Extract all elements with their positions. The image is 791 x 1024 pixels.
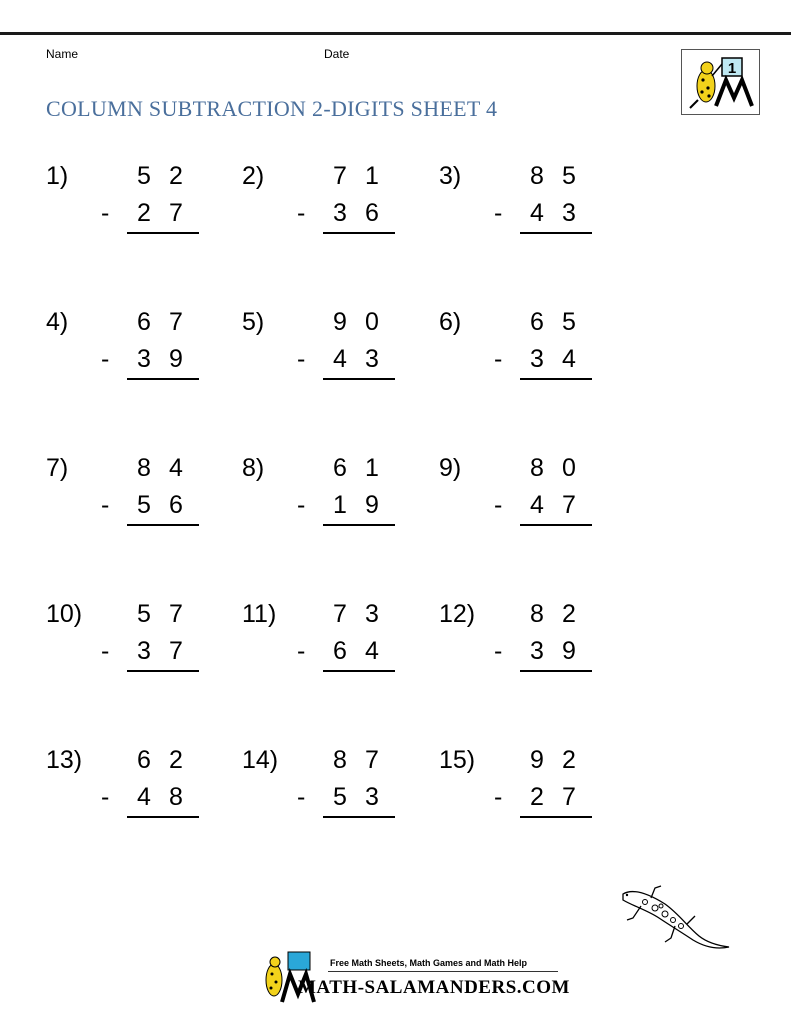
subtrahend-digit: 6 — [333, 637, 347, 665]
minus-sign: - — [494, 637, 503, 665]
minuend-digit: 2 — [169, 746, 183, 774]
minus-sign: - — [297, 783, 306, 811]
minuend-digit: 0 — [562, 454, 576, 482]
minus-sign: - — [101, 491, 110, 519]
subtrahend-digit: 6 — [365, 199, 379, 227]
minuend-digit: 8 — [530, 600, 544, 628]
problem-2 — [242, 162, 402, 232]
minus-sign: - — [297, 637, 306, 665]
answer-line[interactable] — [520, 524, 592, 526]
minuend-digit: 7 — [333, 600, 347, 628]
problem-number: 7) — [46, 454, 69, 482]
subtrahend-digit: 4 — [530, 491, 544, 519]
answer-line[interactable] — [127, 232, 199, 234]
minuend-digit: 7 — [333, 162, 347, 190]
minuend-digit: 6 — [137, 308, 151, 336]
subtrahend-digit: 9 — [365, 491, 379, 519]
answer-line[interactable] — [127, 670, 199, 672]
problem-number: 2) — [242, 162, 265, 190]
problem-number: 1) — [46, 162, 69, 190]
subtrahend-digit: 4 — [365, 637, 379, 665]
answer-line[interactable] — [520, 232, 592, 234]
minuend-digit: 5 — [562, 162, 576, 190]
subtrahend-digit: 9 — [562, 637, 576, 665]
subtrahend-digit: 6 — [169, 491, 183, 519]
subtrahend-digit: 4 — [333, 345, 347, 373]
minuend-digit: 5 — [137, 162, 151, 190]
footer-divider — [328, 971, 558, 972]
minus-sign: - — [101, 637, 110, 665]
minuend-digit: 9 — [530, 746, 544, 774]
answer-line[interactable] — [323, 378, 395, 380]
subtrahend-digit: 4 — [562, 345, 576, 373]
problem-13 — [46, 746, 206, 816]
minus-sign: - — [494, 345, 503, 373]
problem-number: 13) — [46, 746, 83, 774]
answer-line[interactable] — [127, 816, 199, 818]
problem-number: 8) — [242, 454, 265, 482]
subtrahend-digit: 2 — [137, 199, 151, 227]
salamander-icon — [615, 884, 735, 954]
minuend-digit: 5 — [137, 600, 151, 628]
minuend-digit: 3 — [365, 600, 379, 628]
problem-12 — [439, 600, 599, 670]
subtrahend-digit: 3 — [137, 345, 151, 373]
subtrahend-digit: 5 — [137, 491, 151, 519]
answer-line[interactable] — [323, 670, 395, 672]
problem-8 — [242, 454, 402, 524]
problem-3 — [439, 162, 599, 232]
problem-9 — [439, 454, 599, 524]
subtrahend-digit: 9 — [169, 345, 183, 373]
subtrahend-digit: 5 — [333, 783, 347, 811]
minus-sign: - — [101, 345, 110, 373]
minus-sign: - — [101, 783, 110, 811]
minuend-digit: 7 — [365, 746, 379, 774]
problem-number: 3) — [439, 162, 462, 190]
problem-number: 11) — [242, 600, 277, 628]
minus-sign: - — [494, 199, 503, 227]
subtrahend-digit: 2 — [530, 783, 544, 811]
minuend-digit: 7 — [169, 308, 183, 336]
subtrahend-digit: 3 — [530, 345, 544, 373]
answer-line[interactable] — [520, 378, 592, 380]
minuend-digit: 2 — [169, 162, 183, 190]
minuend-digit: 0 — [365, 308, 379, 336]
subtrahend-digit: 7 — [169, 637, 183, 665]
answer-line[interactable] — [127, 378, 199, 380]
problem-4 — [46, 308, 206, 378]
subtrahend-digit: 3 — [530, 637, 544, 665]
problem-11 — [242, 600, 402, 670]
problem-number: 6) — [439, 308, 462, 336]
grade-badge: 1 — [727, 60, 737, 77]
problem-1 — [46, 162, 206, 232]
problem-5 — [242, 308, 402, 378]
subtrahend-digit: 8 — [169, 783, 183, 811]
minuend-digit: 8 — [137, 454, 151, 482]
name-label: Name — [46, 47, 79, 61]
subtrahend-digit: 3 — [333, 199, 347, 227]
problem-6 — [439, 308, 599, 378]
answer-line[interactable] — [323, 816, 395, 818]
answer-line[interactable] — [520, 670, 592, 672]
problem-number: 5) — [242, 308, 265, 336]
subtrahend-digit: 7 — [562, 783, 576, 811]
subtrahend-digit: 3 — [137, 637, 151, 665]
minuend-digit: 8 — [530, 454, 544, 482]
answer-line[interactable] — [323, 524, 395, 526]
answer-line[interactable] — [520, 816, 592, 818]
minuend-digit: 6 — [137, 746, 151, 774]
answer-line[interactable] — [127, 524, 199, 526]
subtrahend-digit: 3 — [562, 199, 576, 227]
minus-sign: - — [297, 345, 306, 373]
minus-sign: - — [297, 199, 306, 227]
problem-7 — [46, 454, 206, 524]
minuend-digit: 1 — [365, 162, 379, 190]
minuend-digit: 2 — [562, 600, 576, 628]
subtrahend-digit: 1 — [333, 491, 347, 519]
answer-line[interactable] — [323, 232, 395, 234]
minuend-digit: 6 — [530, 308, 544, 336]
problem-number: 14) — [242, 746, 279, 774]
problem-14 — [242, 746, 402, 816]
subtrahend-digit: 4 — [530, 199, 544, 227]
problem-15 — [439, 746, 599, 816]
minuend-digit: 9 — [333, 308, 347, 336]
footer-tagline: Free Math Sheets, Math Games and Math Help — [330, 958, 528, 968]
page-title: COLUMN SUBTRACTION 2-DIGITS SHEET 4 — [46, 96, 498, 121]
subtrahend-digit: 7 — [562, 491, 576, 519]
problem-number: 4) — [46, 308, 69, 336]
minuend-digit: 8 — [530, 162, 544, 190]
problem-number: 15) — [439, 746, 476, 774]
footer-site-link[interactable]: MATH-SALAMANDERS.COM — [298, 977, 570, 998]
salamander-drawing — [615, 884, 735, 959]
minuend-digit: 7 — [169, 600, 183, 628]
minuend-digit: 1 — [365, 454, 379, 482]
minuend-digit: 5 — [562, 308, 576, 336]
minus-sign: - — [297, 491, 306, 519]
problem-number: 12) — [439, 600, 476, 628]
minus-sign: - — [494, 783, 503, 811]
minus-sign: - — [101, 199, 110, 227]
subtrahend-digit: 4 — [137, 783, 151, 811]
subtrahend-digit: 3 — [365, 345, 379, 373]
problem-number: 9) — [439, 454, 462, 482]
subtrahend-digit: 3 — [365, 783, 379, 811]
date-label: Date — [324, 47, 350, 61]
minuend-digit: 4 — [169, 454, 183, 482]
footer — [258, 950, 570, 1010]
problem-number: 10) — [46, 600, 83, 628]
minus-sign: - — [494, 491, 503, 519]
subtrahend-digit: 7 — [169, 199, 183, 227]
minuend-digit: 8 — [333, 746, 347, 774]
problem-10 — [46, 600, 206, 670]
minuend-digit: 6 — [333, 454, 347, 482]
minuend-digit: 2 — [562, 746, 576, 774]
